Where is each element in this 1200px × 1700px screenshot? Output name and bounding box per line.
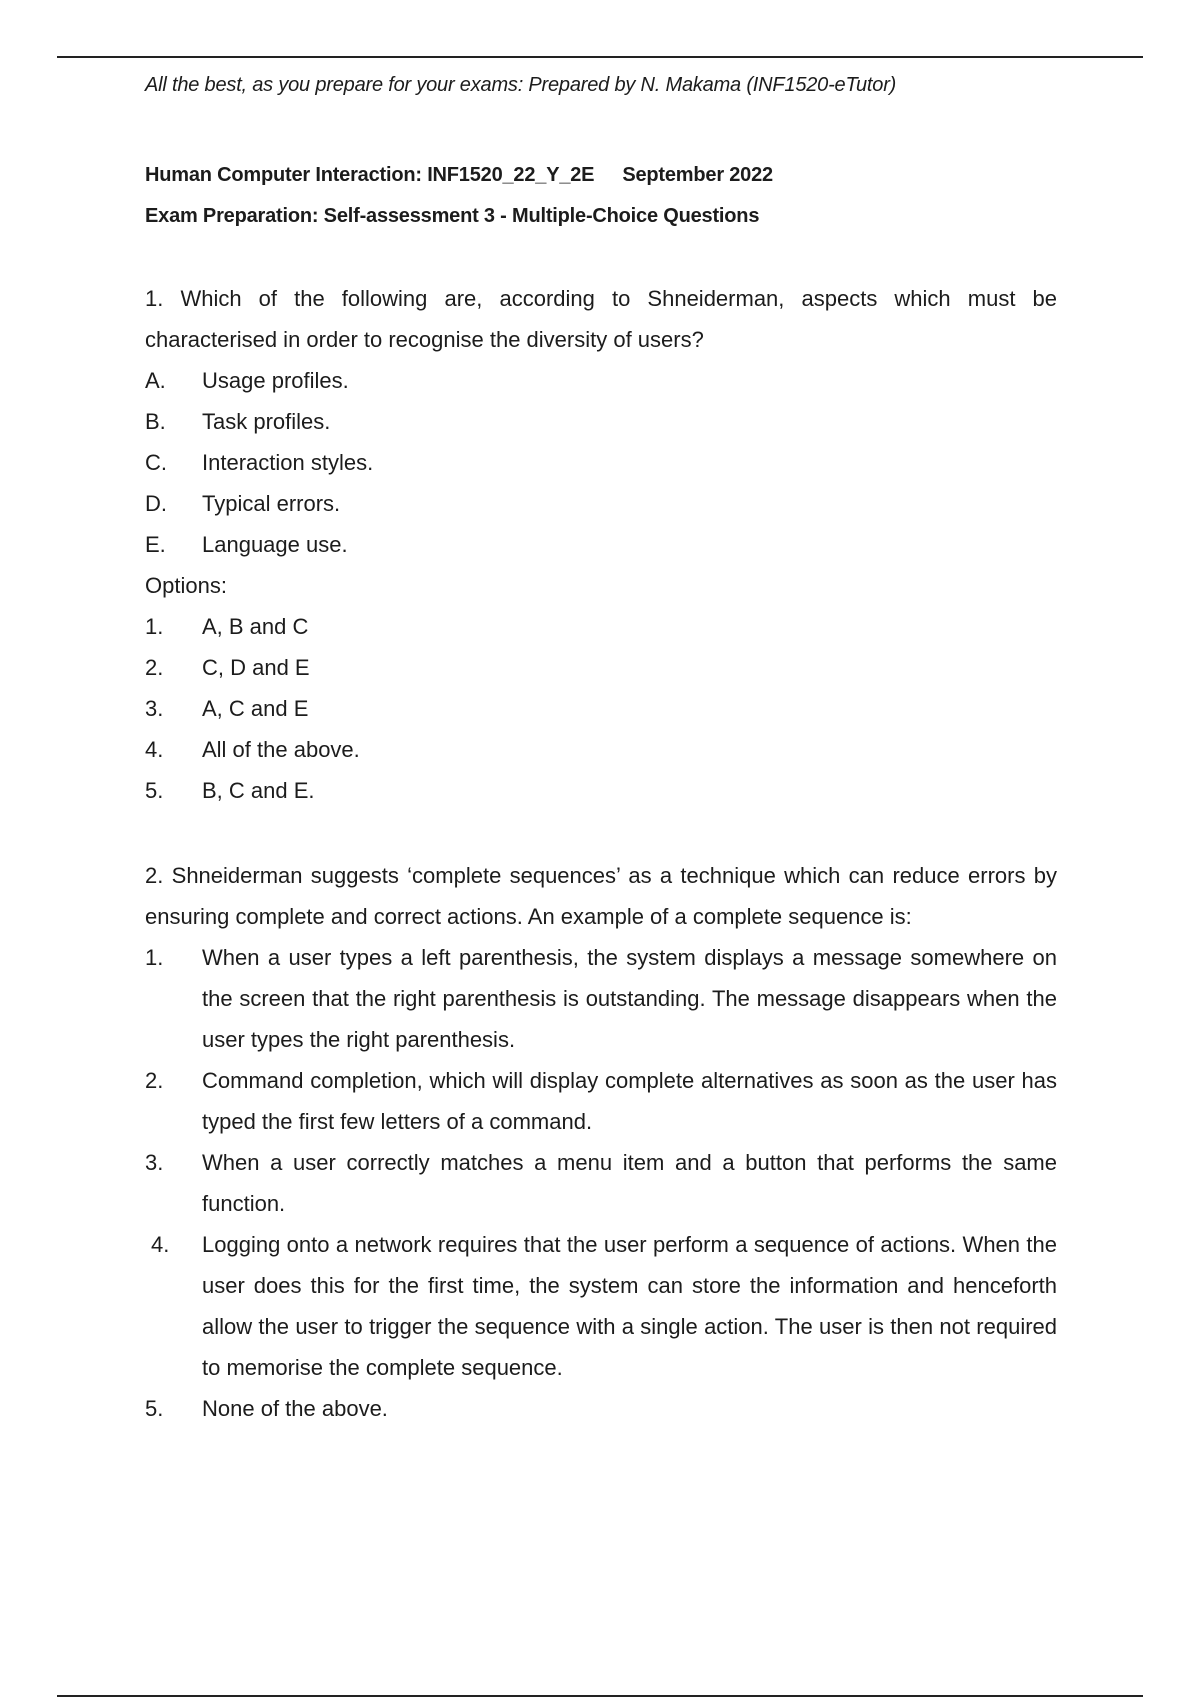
option-4 [145, 729, 1057, 770]
document-page [145, 70, 1057, 1429]
option-5 [145, 1388, 1057, 1429]
option-2 [145, 1060, 1057, 1142]
option-text: When a user correctly matches a menu item and a button that performs the same function. [202, 1150, 1057, 1216]
statement-text: Task profiles. [202, 409, 331, 434]
option-1 [145, 937, 1057, 1060]
course-title: Human Computer Interaction: INF1520_22_Y_2E [145, 164, 595, 186]
statement-c [145, 442, 1057, 483]
option-text: A, B and C [202, 614, 309, 639]
option-text: Logging onto a network requires that the user perform a sequence of actions. When the user does this for the first time, the system can store the information and henceforth allow the user to trigger the sequence with a single action. The user is then not required to memorise the complete sequence. [202, 1232, 1057, 1380]
statement-marker: C. [145, 450, 167, 475]
question-2-stem: 2. Shneiderman suggests ‘complete sequences’ as a technique which can reduce errors by ensuring complete and correct actions. An example of a complete sequence is: [145, 863, 1057, 929]
bottom-rule [57, 1695, 1143, 1697]
header-note: All the best, as you prepare for your exams: Prepared by N. Makama (INF1520-eTutor) [145, 74, 897, 96]
question-1-options [145, 606, 1057, 811]
question-1-statements [145, 360, 1057, 565]
option-marker: 2. [145, 1068, 164, 1093]
option-text: When a user types a left parenthesis, the system displays a message somewhere on the screen that the right parenthesis is outstanding. The message disappears when the user types the right parenthesis. [202, 945, 1057, 1052]
statement-text: Language use. [202, 532, 348, 557]
option-text: All of the above. [202, 737, 360, 762]
statement-a [145, 360, 1057, 401]
option-1 [145, 606, 1057, 647]
statement-d [145, 483, 1057, 524]
option-text: C, D and E [202, 655, 310, 680]
statement-marker: D. [145, 491, 167, 516]
course-date: September 2022 [622, 164, 773, 186]
option-text: A, C and E [202, 696, 309, 721]
statement-marker: E. [145, 532, 166, 557]
exam-subtitle: Exam Preparation: Self-assessment 3 - Multiple-Choice Questions [145, 205, 760, 227]
option-marker: 4. [151, 1232, 170, 1257]
top-rule [57, 56, 1143, 58]
option-2 [145, 647, 1057, 688]
option-marker: 3. [145, 696, 164, 721]
statement-b [145, 401, 1057, 442]
statement-marker: B. [145, 409, 166, 434]
statement-text: Usage profiles. [202, 368, 349, 393]
option-marker: 1. [145, 614, 164, 639]
option-text: None of the above. [202, 1396, 388, 1421]
question-1-stem: 1. Which of the following are, according to Shneiderman, aspects which must be characterised in order to recognise the diversity of users? [145, 286, 1057, 352]
question-2-options [145, 937, 1057, 1429]
statement-text: Interaction styles. [202, 450, 374, 475]
option-marker: 5. [145, 778, 164, 803]
option-3 [145, 1142, 1057, 1224]
option-text: Command completion, which will display complete alternatives as soon as the user has typed the first few letters of a command. [202, 1068, 1057, 1134]
course-title-line [145, 160, 1057, 190]
option-marker: 1. [145, 945, 164, 970]
option-marker: 5. [145, 1396, 164, 1421]
option-3 [145, 688, 1057, 729]
statement-marker: A. [145, 368, 166, 393]
option-text: B, C and E. [202, 778, 315, 803]
statement-text: Typical errors. [202, 491, 341, 516]
option-marker: 3. [145, 1150, 164, 1175]
option-marker: 4. [145, 737, 164, 762]
option-marker: 2. [145, 655, 164, 680]
statement-e [145, 524, 1057, 565]
option-4 [145, 1224, 1057, 1388]
option-5 [145, 770, 1057, 811]
options-label: Options: [145, 573, 227, 598]
